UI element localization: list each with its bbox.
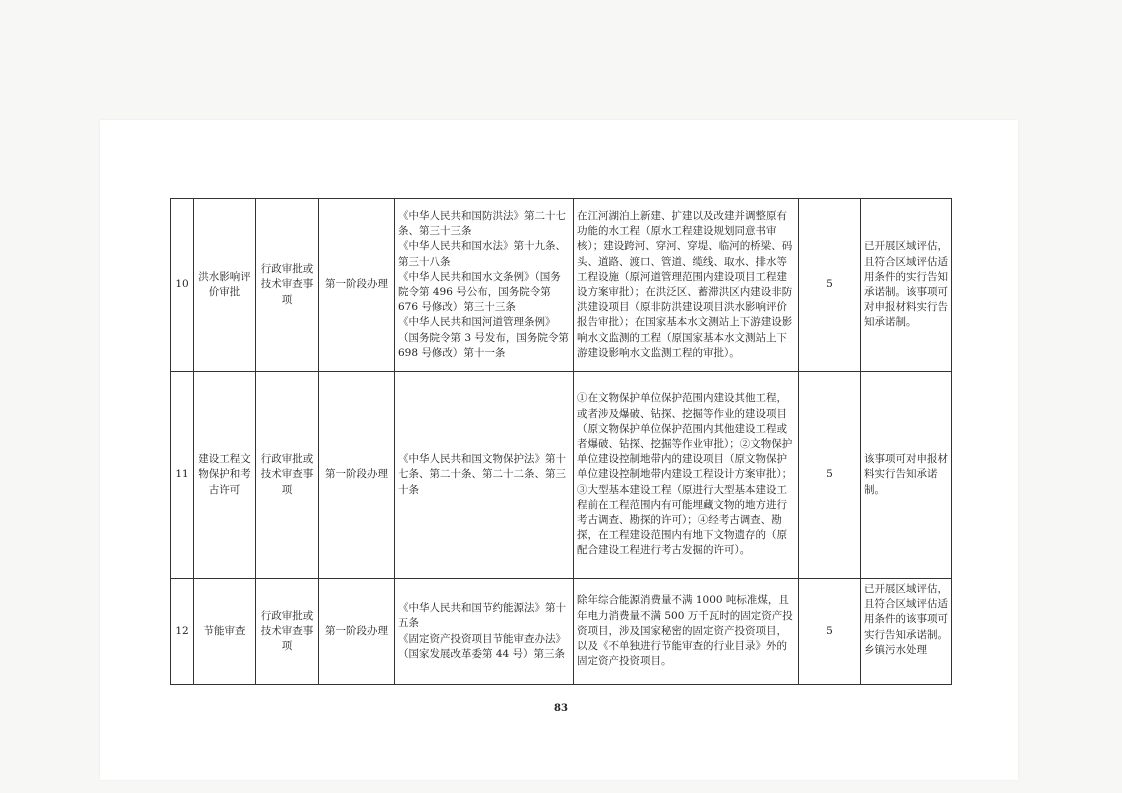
item-name: 洪水影响评价审批 [194, 199, 256, 372]
item-scope: 除年综合能源消费量不满 1000 吨标准煤，且年电力消费量不满 500 万千瓦时的固定资产投资项目，涉及国家秘密的固定资产投资项目，以及《不单独进行节能审查的行业目录》外的固定资产投资项目。 [574, 579, 799, 685]
time-limit: 5 [799, 579, 861, 685]
time-limit: 5 [799, 372, 861, 579]
legal-basis: 《中华人民共和国文物保护法》第十七条、第二十条、第二十二条、第三十条 [395, 372, 574, 579]
item-name: 建设工程文物保护和考古许可 [194, 372, 256, 579]
legal-basis: 《中华人民共和国节约能源法》第十五条 《固定资产投资项目节能审查办法》（国家发展改革委第 44 号）第三条 [395, 579, 574, 685]
item-type: 行政审批或技术审查事项 [256, 579, 319, 685]
row-number: 10 [171, 199, 194, 372]
approval-items-table [170, 198, 952, 685]
table-row [171, 579, 952, 685]
item-type: 行政审批或技术审查事项 [256, 199, 319, 372]
item-type: 行政审批或技术审查事项 [256, 372, 319, 579]
table-row [171, 372, 952, 579]
item-stage: 第一阶段办理 [319, 579, 395, 685]
item-scope: 在江河湖泊上新建、扩建以及改建并调整原有功能的水工程（原水工程建设规划同意书审核）；建设跨河、穿河、穿堤、临河的桥梁、码头、道路、渡口、管道、缆线、取水、排水等工程设施（原河道管理范围内建设项目工程建设方案审批）；在洪泛区、蓄滞洪区内建设非防洪建设项目（原非防洪建设项目洪水影响评价报告审批）；在国家基本水文测站上下游建设影响水文监测的工程（原国家基本水文测站上下游建设影响水文监测工程的审批）。 [574, 199, 799, 372]
table-row [171, 199, 952, 372]
item-scope: ①在文物保护单位保护范围内建设其他工程，或者涉及爆破、钻探、挖掘等作业的建设项目（原文物保护单位保护范围内其他建设工程或者爆破、钻探、挖掘等作业审批）；②文物保护单位建设控制地带内的建设项目（原文物保护单位建设控制地带内建设工程设计方案审批）；③大型基本建设工程（原进行大型基本建设工程前在工程范围内有可能埋藏文物的地方进行考古调查、勘探的许可）；④经考古调查、勘探，在工程建设范围内有地下文物遗存的（原配合建设工程进行考古发掘的许可）。 [574, 372, 799, 579]
item-note: 已开展区域评估，且符合区域评估适用条件的实行告知承诺制。该事项可对申报材料实行告知承诺制。 [861, 199, 952, 372]
item-name: 节能审查 [194, 579, 256, 685]
page-number: 83 [554, 703, 568, 714]
row-number: 12 [171, 579, 194, 685]
item-stage: 第一阶段办理 [319, 199, 395, 372]
legal-basis: 《中华人民共和国防洪法》第二十七条、第三十三条 《中华人民共和国水法》第十九条、第三十八条 《中华人民共和国水文条例》（国务院令第 496 号公布，国务院令第 676 号修改）第三十三条 《中华人民共和国河道管理条例》（国务院令第 3 号发布，国务院令第 698 号修改）第十一条 [395, 199, 574, 372]
time-limit: 5 [799, 199, 861, 372]
item-note: 该事项可对申报材料实行告知承诺制。 [861, 372, 952, 579]
item-note: 已开展区域评估，且符合区域评估适用条件的该事项可实行告知承诺制。乡镇污水处理 [861, 579, 952, 685]
item-stage: 第一阶段办理 [319, 372, 395, 579]
row-number: 11 [171, 372, 194, 579]
